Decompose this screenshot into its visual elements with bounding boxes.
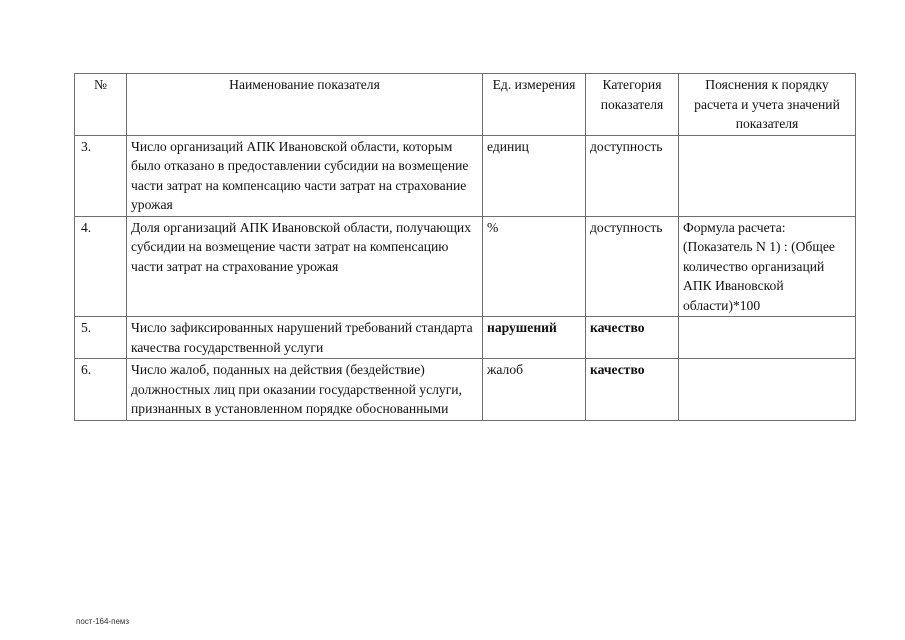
row-name: Число зафиксированных нарушений требований стандарта качества государственной услуги bbox=[127, 317, 483, 359]
footer-mark: пост-164-пемз bbox=[76, 617, 129, 626]
row-explanation bbox=[679, 317, 856, 359]
header-explanation: Пояснения к порядку расчета и учета значений показателя bbox=[679, 74, 856, 136]
row-num: 3. bbox=[75, 135, 127, 216]
header-name: Наименование показателя bbox=[127, 74, 483, 136]
row-num: 5. bbox=[75, 317, 127, 359]
header-unit: Ед. измерения bbox=[483, 74, 586, 136]
row-num: 6. bbox=[75, 359, 127, 421]
row-name: Доля организаций АПК Ивановской области, получающих субсидии на возмещение части затрат на компенсацию части затрат на страхование урожая bbox=[127, 216, 483, 317]
row-category: доступность bbox=[586, 216, 679, 317]
row-explanation: Формула расчета: (Показатель N 1) : (Общее количество организаций АПК Ивановской области)*100 bbox=[679, 216, 856, 317]
row-explanation bbox=[679, 359, 856, 421]
table-row bbox=[75, 216, 856, 317]
table-row bbox=[75, 135, 856, 216]
table-row bbox=[75, 359, 856, 421]
row-name: Число организаций АПК Ивановской области, которым было отказано в предоставлении субсидии на возмещение части затрат на компенсацию части затрат на страхование урожая bbox=[127, 135, 483, 216]
row-explanation bbox=[679, 135, 856, 216]
header-num: № bbox=[75, 74, 127, 136]
table-row bbox=[75, 317, 856, 359]
row-num: 4. bbox=[75, 216, 127, 317]
row-category: качество bbox=[586, 317, 679, 359]
indicators-table bbox=[74, 73, 856, 421]
row-unit: нарушений bbox=[483, 317, 586, 359]
table-header-row bbox=[75, 74, 856, 136]
row-name: Число жалоб, поданных на действия (бездействие) должностных лиц при оказании государственной услуги, признанных в установленном порядке обоснованными bbox=[127, 359, 483, 421]
row-unit: единиц bbox=[483, 135, 586, 216]
row-category: доступность bbox=[586, 135, 679, 216]
row-unit: % bbox=[483, 216, 586, 317]
header-category: Категория показателя bbox=[586, 74, 679, 136]
row-unit: жалоб bbox=[483, 359, 586, 421]
row-category: качество bbox=[586, 359, 679, 421]
